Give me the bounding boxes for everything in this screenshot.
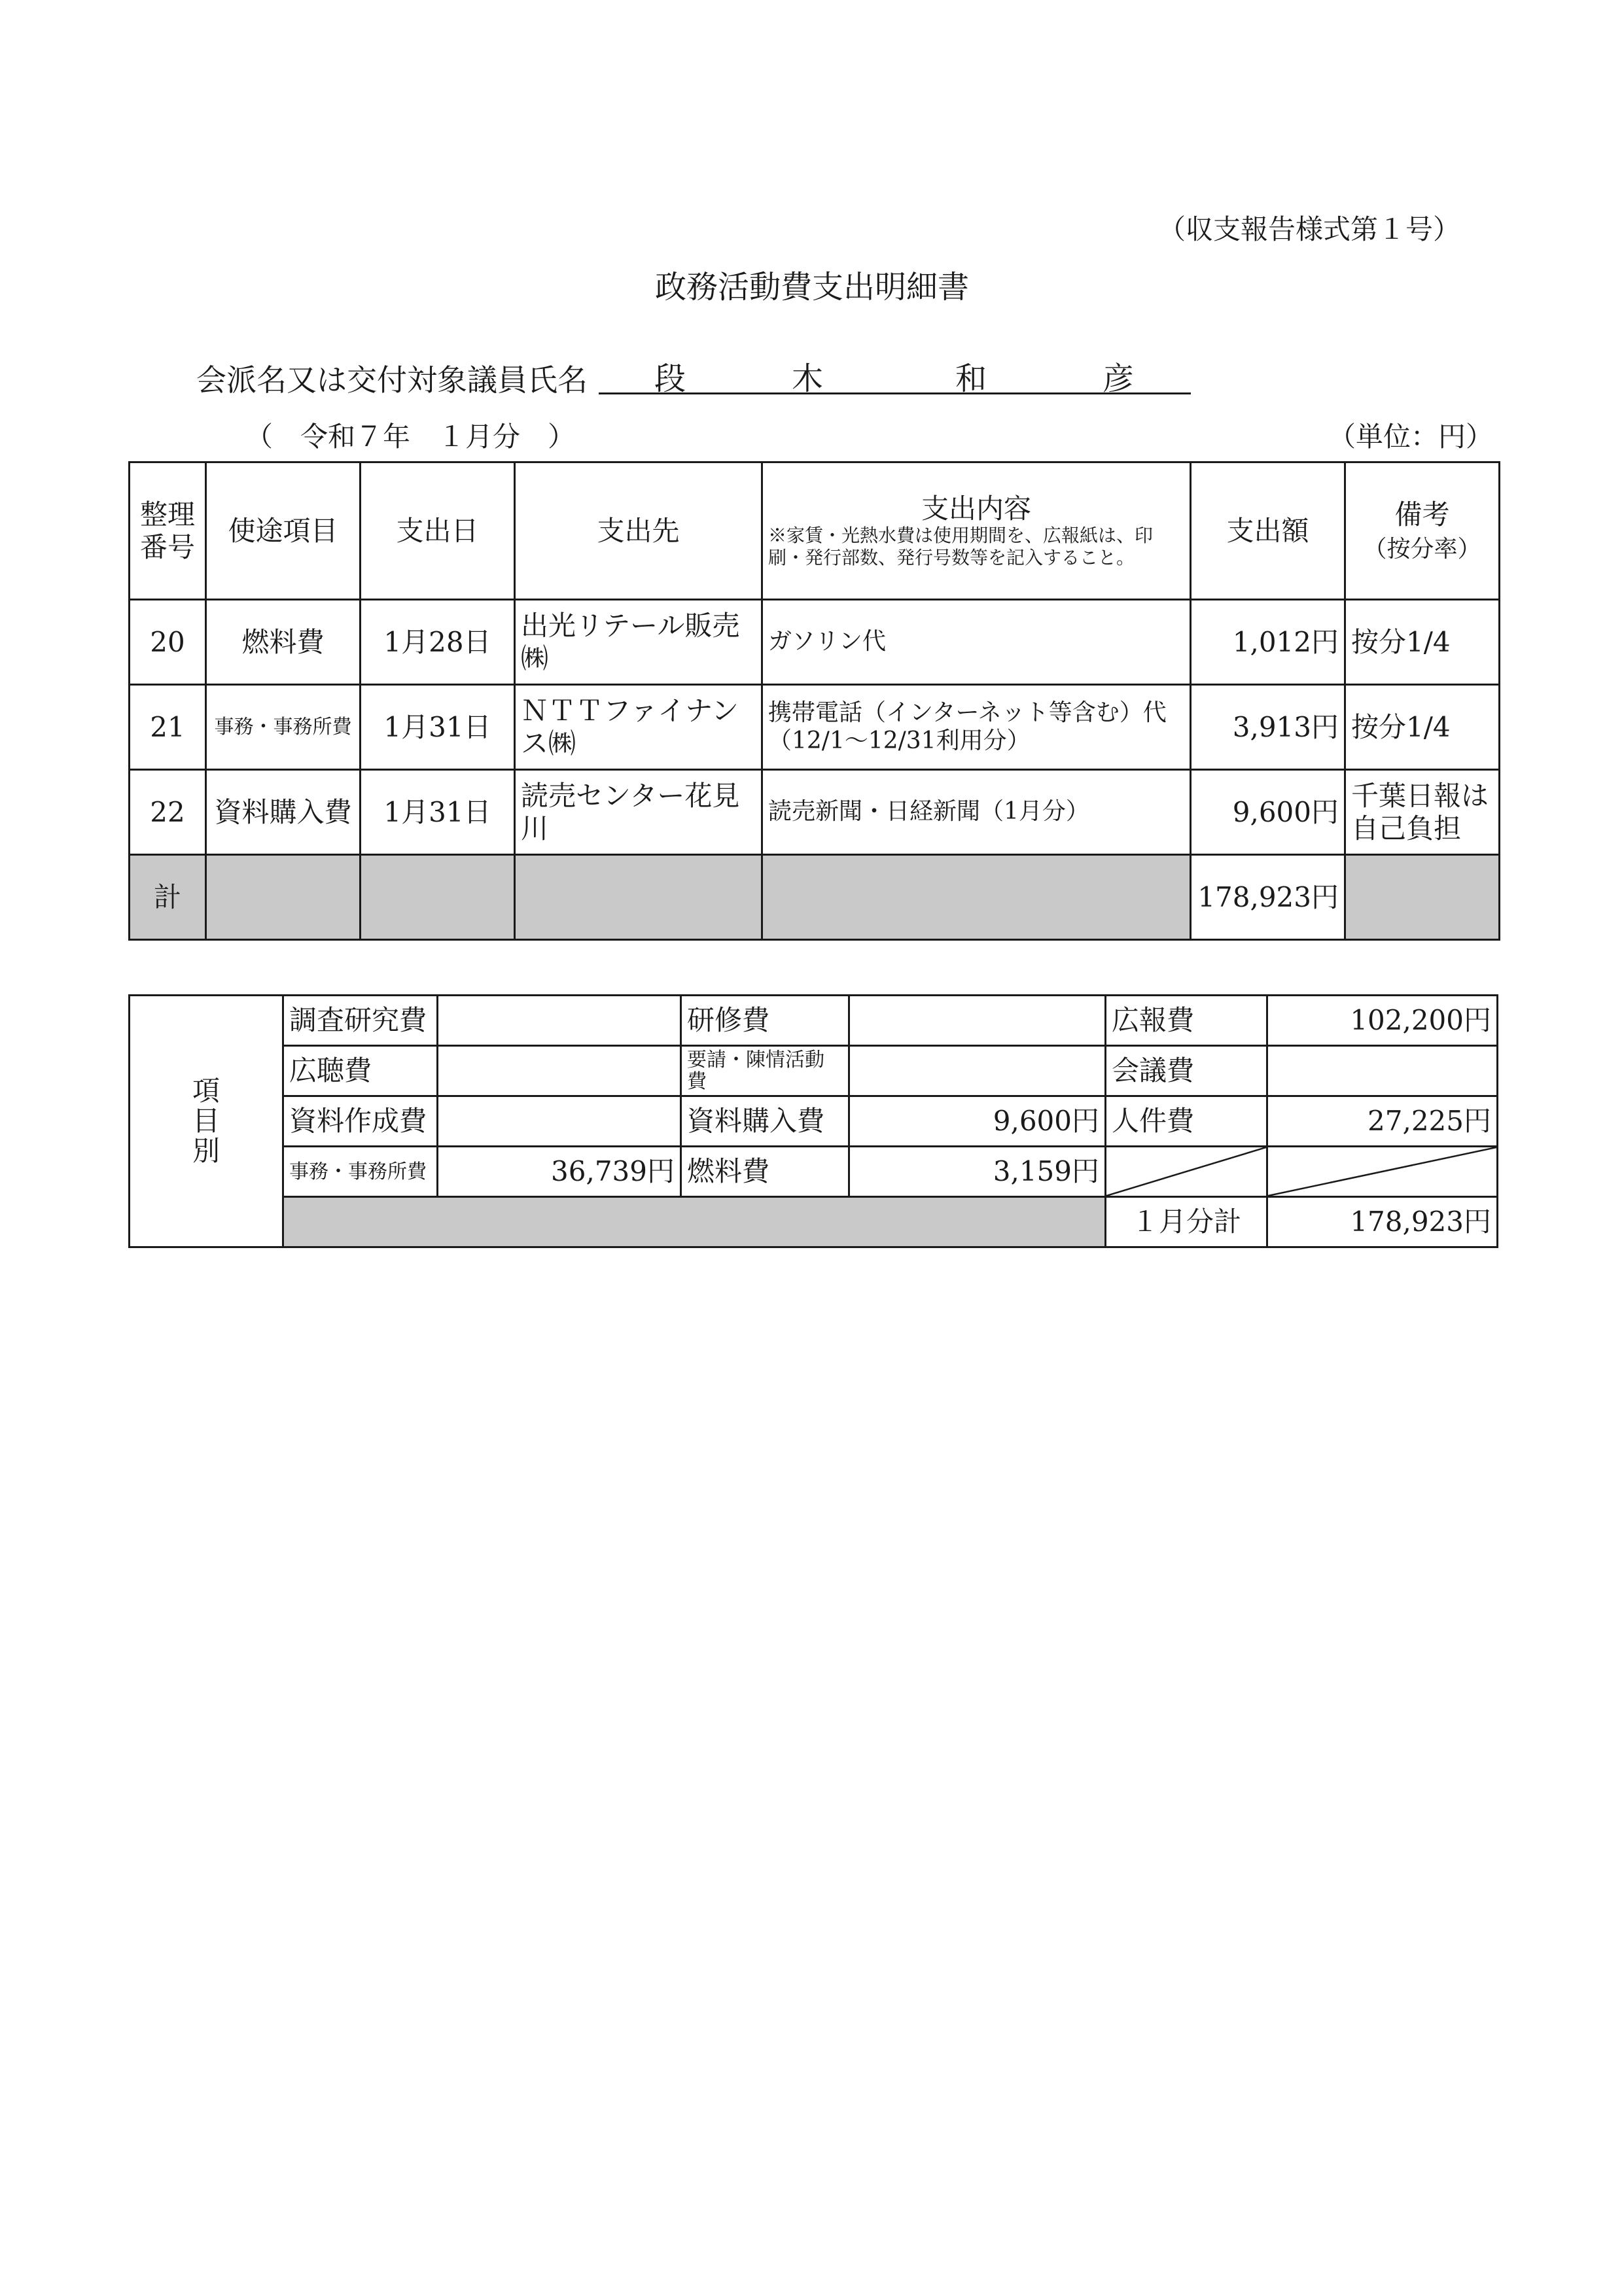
category-value: 9,600円 [849, 1096, 1106, 1147]
category-label: 燃料費 [681, 1147, 849, 1197]
report-period: （ 令和７年 １月分 ） [245, 421, 576, 453]
row-category: 事務・事務所費 [206, 685, 361, 770]
row-no: 21 [130, 685, 206, 770]
table-header-row [130, 462, 1500, 600]
total-label: 計 [130, 855, 206, 940]
row-no: 20 [130, 600, 206, 685]
header-date: 支出日 [361, 462, 515, 600]
category-value [438, 1096, 681, 1147]
month-total-row [130, 1197, 1498, 1247]
row-category: 燃料費 [206, 600, 361, 685]
month-total-value: 178,923円 [1267, 1197, 1498, 1247]
row-date: 1月31日 [361, 770, 515, 855]
row-payee: 出光リテール販売㈱ [515, 600, 762, 685]
row-remarks: 千葉日報は自己負担 [1345, 770, 1500, 855]
row-payee: ＮＴＴファイナンス㈱ [515, 685, 762, 770]
currency-unit: （単位：円） [1328, 421, 1494, 453]
category-value: 36,739円 [438, 1147, 681, 1197]
header-category: 使途項目 [206, 462, 361, 600]
table-row [130, 685, 1500, 770]
category-value [438, 996, 681, 1046]
document-title: 政務活動費支出明細書 [654, 269, 969, 305]
diagonal-line [1106, 1147, 1266, 1196]
diagonal-blank-cell [1267, 1147, 1498, 1197]
category-row [130, 1096, 1498, 1147]
side-char: 別 [192, 1135, 220, 1168]
category-label: 会議費 [1106, 1046, 1267, 1096]
row-date: 1月31日 [361, 685, 515, 770]
member-name-char: 段 [654, 360, 686, 397]
category-label: 資料購入費 [681, 1096, 849, 1147]
row-remarks: 按分1/4 [1345, 600, 1500, 685]
total-blank [206, 855, 361, 940]
header-amount: 支出額 [1191, 462, 1345, 600]
row-payee: 読売センター花見川 [515, 770, 762, 855]
category-side-label [130, 996, 283, 1247]
category-row [130, 996, 1498, 1046]
diagonal-blank-cell [1106, 1147, 1267, 1197]
member-name-char: 木 [792, 360, 824, 397]
category-value: 102,200円 [1267, 996, 1498, 1046]
total-row [130, 855, 1500, 940]
header-content-note: ※家賃・光熱水費は使用期間を、広報紙は、印刷・発行部数、発行号数等を記入すること。 [768, 525, 1154, 569]
member-name-label: 会派名又は交付対象議員氏名 [196, 362, 588, 398]
category-row [130, 1147, 1498, 1197]
member-name-char: 彦 [1103, 360, 1135, 397]
row-amount: 3,913円 [1191, 685, 1345, 770]
header-remarks-sub: （按分率） [1363, 535, 1481, 563]
category-label: 事務・事務所費 [283, 1147, 438, 1197]
category-label: 広報費 [1106, 996, 1267, 1046]
category-label: 広聴費 [283, 1046, 438, 1096]
row-category: 資料購入費 [206, 770, 361, 855]
table-row [130, 770, 1500, 855]
row-amount: 1,012円 [1191, 600, 1345, 685]
category-value: 27,225円 [1267, 1096, 1498, 1147]
row-no: 22 [130, 770, 206, 855]
row-date: 1月28日 [361, 600, 515, 685]
side-char: 項 [192, 1074, 220, 1107]
month-total-label: １月分計 [1106, 1197, 1267, 1247]
category-label: 調査研究費 [283, 996, 438, 1046]
category-value: 3,159円 [849, 1147, 1106, 1197]
header-content-cell [762, 462, 1191, 600]
category-value [438, 1046, 681, 1096]
category-label: 資料作成費 [283, 1096, 438, 1147]
category-summary-table [128, 994, 1498, 1248]
total-blank [1345, 855, 1500, 940]
row-content: 携帯電話（インターネット等含む）代（12/1～12/31利用分） [762, 685, 1191, 770]
row-amount: 9,600円 [1191, 770, 1345, 855]
total-amount: 178,923円 [1191, 855, 1345, 940]
header-remarks-cell [1345, 462, 1500, 600]
category-label: 人件費 [1106, 1096, 1267, 1147]
category-value [849, 1046, 1106, 1096]
header-payee: 支出先 [515, 462, 762, 600]
category-label: 研修費 [681, 996, 849, 1046]
row-content: 読売新聞・日経新聞（1月分） [762, 770, 1191, 855]
side-char: 目 [192, 1104, 220, 1137]
header-content: 支出内容 [921, 492, 1031, 525]
category-value [1267, 1046, 1498, 1096]
row-remarks: 按分1/4 [1345, 685, 1500, 770]
total-blank [515, 855, 762, 940]
expenditure-detail-table [128, 461, 1500, 941]
total-blank [361, 855, 515, 940]
form-number: （収支報告様式第１号） [1158, 213, 1461, 245]
header-remarks: 備考 [1394, 498, 1450, 531]
month-total-blank [283, 1197, 1106, 1247]
header-no: 整理番号 [130, 462, 206, 600]
table-row [130, 600, 1500, 685]
diagonal-line [1268, 1147, 1496, 1196]
category-value [849, 996, 1106, 1046]
total-blank [762, 855, 1191, 940]
category-row [130, 1046, 1498, 1096]
member-name-char: 和 [955, 360, 987, 397]
row-content: ガソリン代 [762, 600, 1191, 685]
category-label: 要請・陳情活動費 [681, 1046, 849, 1096]
